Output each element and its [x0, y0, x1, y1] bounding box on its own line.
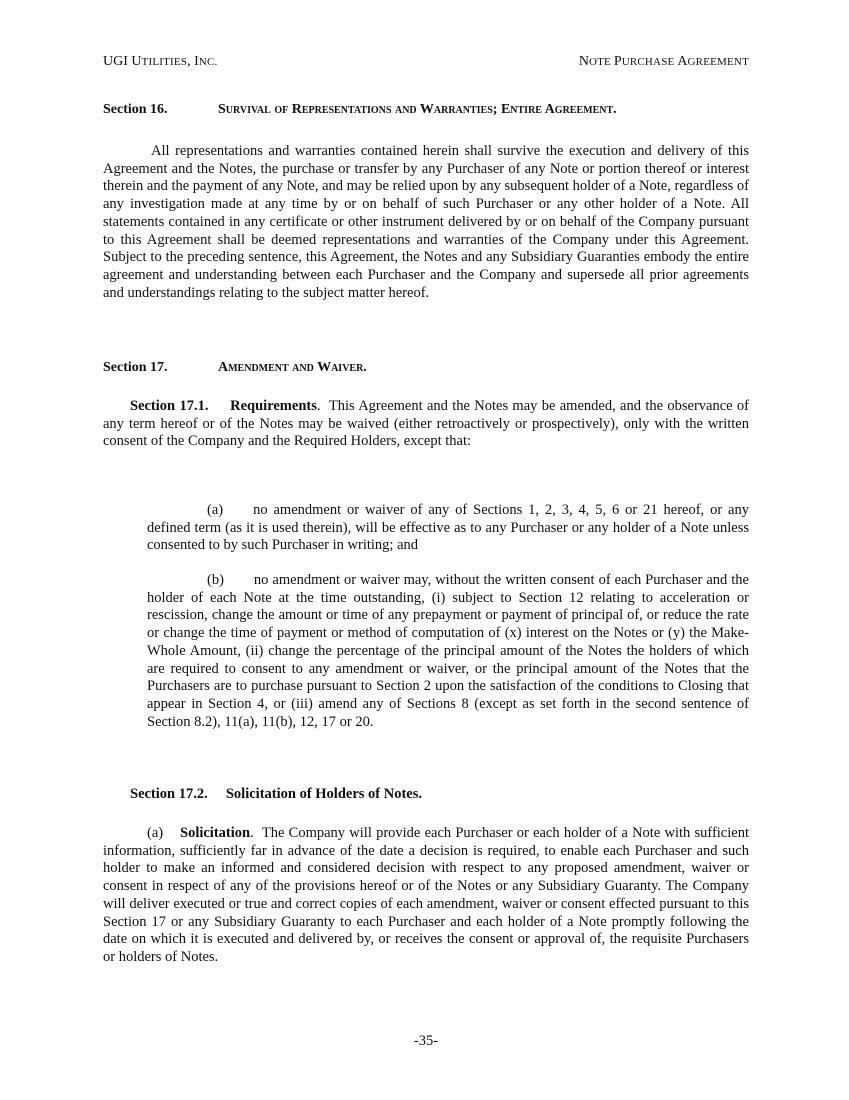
clause-a-body: no amendment or waiver of any of Sections 1, 2, 3, 4, 5, 6 or 21 hereof, or any defined term (as it is used therein), will be effective as to any Purchaser or any holder of a Note unless consented to by such Purchaser in writing; and [147, 502, 749, 554]
solicitation-label: (a) [147, 825, 164, 841]
section-16-heading [103, 102, 749, 118]
section-17-1-body: This Agreement and the Notes may be amended, and the observance of any term hereof or of the Notes may be waived (either retroactively or prospectively), only with the written consent of the Company and the Required Holders, except that: [103, 398, 749, 450]
section-16-title: Survival of Representations and Warranties; Entire Agreement. [218, 102, 617, 117]
section-17-1-title: Requirements [230, 398, 317, 414]
clause-b [147, 572, 749, 731]
header-document-title: NOTE PURCHASE AGREEMENT [578, 54, 749, 69]
clause-a-label: (a) [207, 502, 224, 518]
section-17-heading [103, 360, 749, 376]
section-16-body: All representations and warranties contained herein shall survive the execution and delivery of this Agreement and the Notes, the purchase or transfer by any Purchaser of any Note or portion thereof or interest therein and the payment of any Note, and may be relied upon by any subsequent holder of a Note, regardless of any investigation made at any time by or on behalf of such Purchaser or any other holder of a Note. All statements contained in any certificate or other instrument delivered by or on behalf of the Company pursuant to this Agreement shall be deemed representations and warranties of the Company under this Agreement. Subject to the preceding sentence, this Agreement, the Notes and any Subsidiary Guaranties embody the entire agreement and understanding between each Purchaser and the Company and supersede all prior agreements and understandings relating to the subject matter hereof. [103, 143, 749, 301]
section-17-2-title: Solicitation of Holders of Notes. [225, 786, 422, 802]
solicitation-body: The Company will provide each Purchaser or each holder of a Note with sufficient information, sufficiently far in advance of the date a decision is required, to enable each Purchaser and such holder to make an informed and considered decision with respect to any proposed amendment, waiver or consent in respect of any of the provisions hereof or of the Notes or any Subsidiary Guaranty. The Company will deliver executed or true and correct copies of each amendment, waiver or consent effected pursuant to this Section 17 or any Subsidiary Guaranty to each Purchaser and each holder of a Note promptly following the date on which it is executed and delivered by, or receives the consent or approval of, the requisite Purchasers or holders of Notes. [103, 825, 749, 965]
section-17-1-paragraph: Section 17.1. Requirements. This Agreement and the Notes may be amended, and the observance of any term hereof or of the Notes may be waived (either retroactively or prospectively), only with the written consent of the Company and the Required Holders, except that: [103, 398, 749, 450]
header-company-name: UGI UTILITIES, INC. [103, 54, 218, 69]
clause-b-body: no amendment or waiver may, without the written consent of each Purchaser and the holder of each Note at the time outstanding, (i) subject to Section 12 relating to acceleration or rescission, change the amount or time of any prepayment or payment of principal of, or reduce the rate or change the time of payment or method of computation of (x) interest on the Notes or (y) the Make-Whole Amount, (ii) change the percentage of the principal amount of the Notes the holders of which are required to consent to any amendment or waiver, or the principal amount of the Notes that the Purchasers are to purchase pursuant to Section 2 upon the satisfaction of the conditions to Closing that appear in Section 4, or (iii) amend any of Sections 8 (except as set forth in the second sentence of Section 8.2), 11(a), 11(b), 12, 17 or 20. [147, 572, 749, 730]
document-page [103, 0, 749, 1100]
clause-a [147, 502, 749, 555]
section-16-number: Section 16. [103, 102, 168, 117]
running-header [103, 54, 749, 72]
section-17-2-label: Section 17.2. [130, 786, 208, 802]
section-17-title: Amendment and Waiver. [218, 360, 367, 375]
section-17-1-label: Section 17.1. [130, 398, 209, 414]
clause-b-label: (b) [207, 572, 224, 588]
solicitation-paragraph: (a) Solicitation. The Company will provide each Purchaser or each holder of a Note with sufficient information, sufficiently far in advance of the date a decision is required, to enable each Purchaser and such holder to make an informed and considered decision with respect to any proposed amendment, waiver or consent in respect of any of the provisions hereof or of the Notes or any Subsidiary Guaranty. The Company will deliver executed or true and correct copies of each amendment, waiver or consent effected pursuant to this Section 17 or any Subsidiary Guaranty to each Purchaser and each holder of a Note promptly following the date on which it is executed and delivered by, or receives the consent or approval of, the requisite Purchasers or holders of Notes. [103, 825, 749, 965]
page-number: -35- [413, 1033, 439, 1049]
section-17-2-heading [130, 786, 749, 804]
solicitation-title: Solicitation [180, 825, 251, 841]
section-17-number: Section 17. [103, 360, 168, 375]
